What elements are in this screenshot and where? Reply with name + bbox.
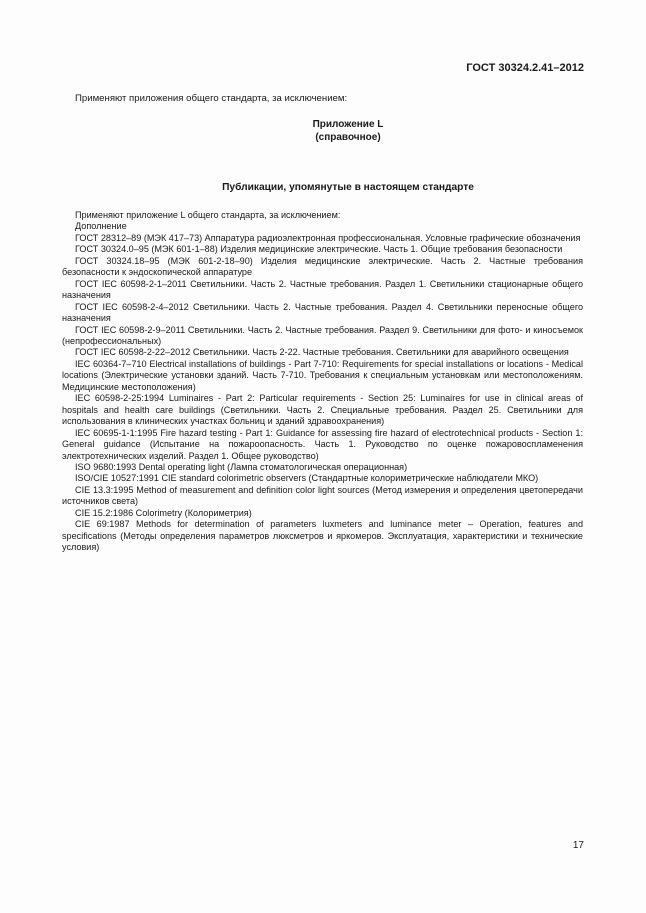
reference-item: IEC 60695-1-1:1995 Fire hazard testing - Part 1: Guidance for assessing fire hazard of electrotechnical products - Section 1: General guidance (Испытание на пожароопасность. Часть 1. Руководство по оценке пожаровоспламенения электротехнических изделий. Раздел 1. Общее руководство) [62, 427, 583, 461]
reference-item: ГОСТ IEC 60598-2-9–2011 Светильники. Часть 2. Частные требования. Раздел 9. Светильники для фото- и киносъемок (непрофессиональных) [62, 324, 583, 346]
standard-code-header: ГОСТ 30324.2.41–2012 [466, 62, 584, 74]
reference-item: ISO 9680:1993 Dental operating light (Лампа стоматологическая операционная) [75, 461, 408, 472]
reference-item: CIE 69:1987 Methods for determination of parameters luxmeters and luminance meter – Operation, features and specifications (Методы определения параметров люксметров и яркомеров. Эксплуатация, характеристики и технические условия) [62, 519, 583, 553]
page-number: 17 [572, 840, 584, 851]
reference-item: ГОСТ 28312–89 (МЭК 417–73) Аппаратура радиоэлектронная профессиональная. Условные графические обозначения [75, 232, 581, 243]
reference-item: ГОСТ 30324.0–95 (МЭК 601-1–88) Изделия медицинские электрические. Часть 1. Общие требования безопасности [75, 244, 563, 255]
appendix-title: Приложение L [312, 119, 384, 130]
paragraph: Применяют приложение L общего стандарта, за исключением: [75, 210, 341, 220]
reference-item: IEC 60364-7–710 Electrical installations of buildings - Part 7-710: Requirements for special installations or locations - Medical locations (Электрические установки зданий. Часть 7-710. Требования к специальным установкам или местоположениям. Медицинские местоположения) [62, 358, 583, 392]
appendix-subtitle: (справочное) [315, 132, 381, 143]
reference-item: CIE 13.3:1995 Method of measurement and definition color light sources (Метод измерения и определения цветопередачи источников света) [62, 484, 583, 507]
reference-item: ГОСТ IEC 60598-2-1–2011 Светильники. Часть 2. Частные требования. Раздел 1. Светильники стационарные общего назначения [62, 278, 583, 301]
intro-line: Применяют приложения общего стандарта, за исключением: [75, 93, 348, 104]
reference-item: ГОСТ 30324.18–95 (МЭК 601-2-18–90) Изделия медицинские электрические. Часть 2. Частные требования безопасности к эндоскопической аппаратуре [62, 255, 583, 278]
reference-item: IEC 60598-2-25:1994 Luminaires - Part 2: Particular requirements - Section 25: Luminaires for use in clinical areas of hospitals and health care buildings (Светильники. Часть 2. Специальные требования. Раздел 25. Светильники для использования в клинических участках больниц и зданий здравоохранения) [62, 393, 583, 427]
reference-item: ГОСТ IEC 60598-2-22–2012 Светильники. Часть 2-22. Частные требования. Светильники для аварийного освещения [75, 347, 569, 358]
reference-item: ГОСТ IEC 60598-2-4–2012 Светильники. Часть 2. Частные требования. Раздел 4. Светильники переносные общего назначения [62, 301, 583, 324]
publications-title: Публикации, упомянутые в настоящем стандарте [222, 182, 474, 193]
publications-list [62, 210, 583, 554]
reference-item: ISO/CIE 10527:1991 CIE standard colorimetric observers (Стандартные колориметрические наблюдатели МКО) [75, 473, 539, 484]
appendix-heading [0, 118, 646, 144]
reference-item: CIE 15.2:1986 Colorimetry (Колориметрия) [75, 507, 252, 518]
paragraph: Дополнение [75, 221, 127, 232]
